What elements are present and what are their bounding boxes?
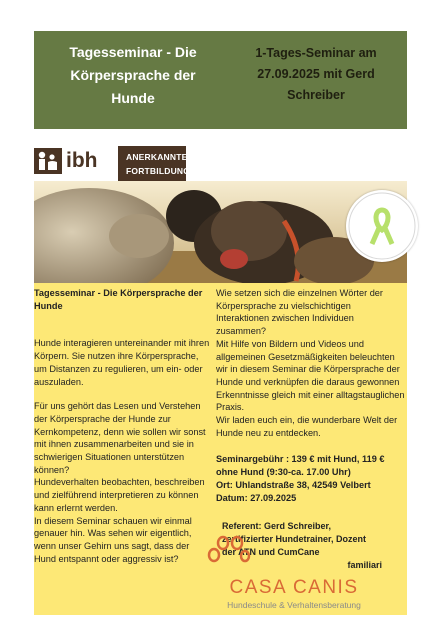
ibh-logo bbox=[34, 146, 118, 176]
left-paragraph-3: Hundeverhalten beobachten, beschreiben und zielführend interpretieren zu können kann erlernt werden. bbox=[34, 477, 205, 513]
seminar-date-line: 1-Tages-Seminar am 27.09.2025 mit Gerd Schreiber bbox=[255, 46, 377, 102]
left-paragraph-2: Für uns gehört das Lesen und Verstehen der Körpersprache der Hunde zur Kernkompetenz, denn wie sollen wir sonst mit ihnen zusammenarbeiten und sie in schwierigen Situationen unterstützen können? bbox=[34, 401, 206, 475]
left-intro-heading: Tagesseminar - Die Körpersprache der Hunde bbox=[34, 288, 203, 311]
badge-line-1: ANERKANNTE bbox=[126, 152, 188, 162]
left-paragraph-4: In diesem Seminar schauen wir einmal genauer hin. Was sehen wir eigentlich, wenn unser Gehirn uns sagt, dass der Hund entspannt oder aggressiv ist? bbox=[34, 515, 192, 564]
referent-text: Referent: Gerd Schreiber, zertifizierter Hundetrainer, Dozent der ATN und CumCane bbox=[222, 521, 367, 557]
awareness-ribbon-icon bbox=[346, 190, 418, 262]
ibh-logo-text: ibh bbox=[66, 149, 98, 172]
right-column bbox=[216, 287, 406, 504]
ribbon-seal bbox=[346, 190, 418, 262]
header-banner bbox=[34, 31, 407, 129]
right-paragraph-1: Wie setzen sich die einzelnen Wörter der Körpersprache zu vielschichtigen Interaktionen zwischen Individuen zusammen? bbox=[216, 288, 383, 337]
right-paragraph-2: Mit Hilfe von Bildern und Videos und allgemeinen Gesetzmäßigkeiten beleuchten wir in diesem Seminar die Körpersprache der Hunde und verknüpfen die daraus gewonnen Erkenntnisse gleich mit einer alltagstauglichen Praxis. bbox=[216, 338, 405, 413]
seminar-title: Tagesseminar - Die Körpersprache der Hunde bbox=[69, 44, 197, 106]
ibh-family-icon bbox=[34, 148, 62, 174]
left-column bbox=[34, 287, 210, 565]
referent-tail: familiari bbox=[347, 560, 382, 570]
seminar-location: Ort: Uhlandstraße 38, 42549 Velbert bbox=[216, 479, 371, 490]
casa-canis-subtitle: Hundeschule & Verhaltensberatung bbox=[227, 600, 361, 610]
seminar-fee: Seminargebühr : 139 € mit Hund, 119 € ohne Hund (9:30-ca. 17.00 Uhr) bbox=[216, 454, 385, 478]
right-paragraph-3: Wir laden euch ein, die wunderbare Welt der Hunde neu zu entdecken. bbox=[216, 415, 398, 438]
left-paragraph-1: Hunde interagieren untereinander mit ihren Körpern. Sie nutzen ihre Körpersprache, um Distanzen zu regulieren, um ein- oder auszuladen. bbox=[34, 338, 210, 387]
fortbildung-badge bbox=[118, 146, 191, 182]
seminar-date: Datum: 27.09.2025 bbox=[216, 492, 297, 503]
casa-canis-name: CASA CANIS bbox=[229, 577, 359, 598]
badge-line-2: FORTBILDUNG bbox=[126, 166, 191, 176]
